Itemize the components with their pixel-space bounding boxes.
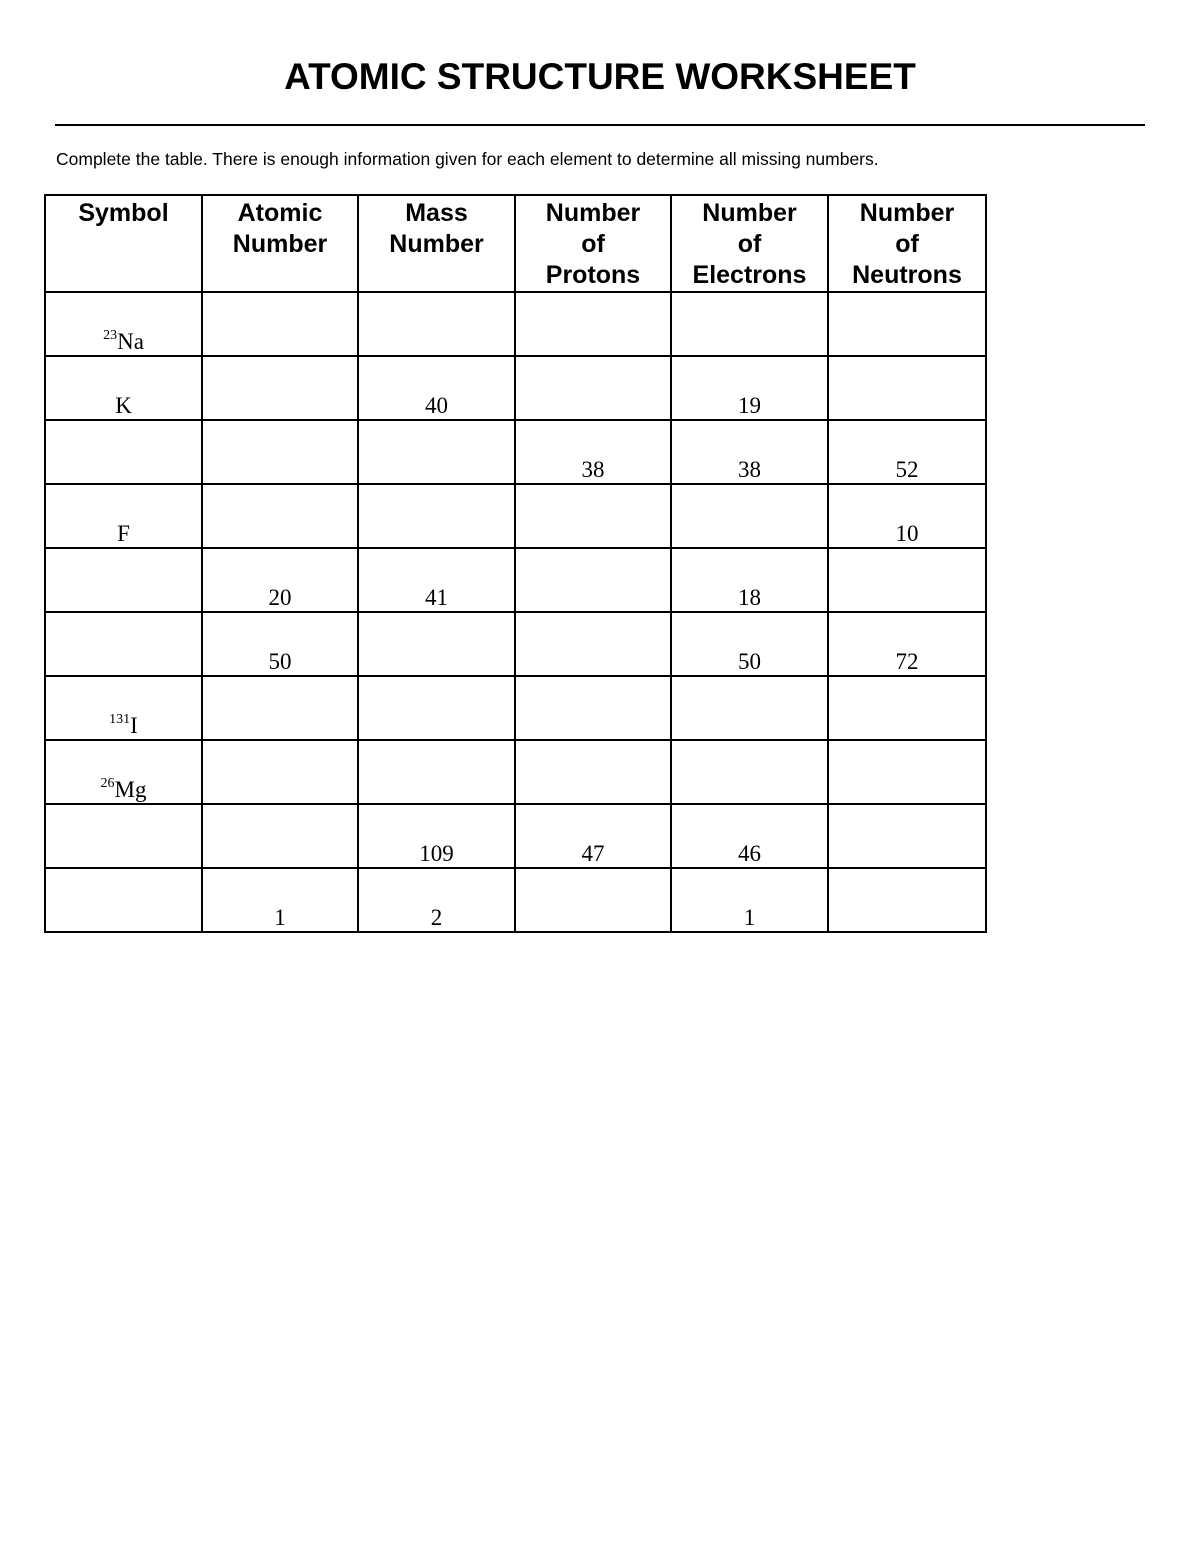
neutrons-cell[interactable] (828, 612, 986, 676)
electrons-cell[interactable] (671, 804, 828, 868)
element-symbol (101, 777, 147, 803)
neutrons-cell[interactable] (828, 804, 986, 868)
table-row (45, 676, 986, 740)
header-line: of (581, 230, 605, 258)
header-line: Atomic (237, 199, 323, 227)
symbol-text: K (115, 393, 132, 418)
atomic-number-cell[interactable] (202, 676, 358, 740)
header-line: Number (232, 230, 328, 258)
cell-value: 50 (738, 649, 761, 674)
protons-cell[interactable] (515, 484, 671, 548)
page-title: ATOMIC STRUCTURE WORKSHEET (284, 56, 916, 97)
table-row (45, 740, 986, 804)
table-row (45, 420, 986, 484)
neutrons-cell[interactable] (828, 676, 986, 740)
header-line: of (895, 230, 919, 258)
electrons-cell[interactable] (671, 420, 828, 484)
neutrons-cell[interactable] (828, 868, 986, 932)
cell-value: 109 (419, 841, 454, 866)
atomic-number-cell[interactable] (202, 740, 358, 804)
protons-cell[interactable] (515, 740, 671, 804)
table-row (45, 548, 986, 612)
electrons-cell[interactable] (671, 356, 828, 420)
neutrons-cell[interactable] (828, 548, 986, 612)
symbol-text: Mg (114, 777, 147, 802)
table-header-row (45, 195, 986, 292)
mass-number-cell[interactable] (358, 612, 515, 676)
mass-number-cell[interactable] (358, 420, 515, 484)
table-row (45, 868, 986, 932)
mass-superscript: 26 (100, 776, 115, 791)
atomic-number-cell[interactable] (202, 484, 358, 548)
header-line: Number (545, 199, 641, 227)
protons-cell[interactable] (515, 612, 671, 676)
protons-cell[interactable] (515, 868, 671, 932)
atomic-number-cell[interactable] (202, 292, 358, 356)
atomic-number-cell[interactable] (202, 356, 358, 420)
neutrons-cell[interactable] (828, 740, 986, 804)
neutrons-cell[interactable] (828, 420, 986, 484)
symbol-cell[interactable] (45, 292, 202, 356)
header-line: Number (389, 230, 484, 258)
header-neutrons (828, 195, 986, 292)
header-atomic-number (202, 195, 358, 292)
symbol-cell[interactable] (45, 676, 202, 740)
symbol-cell[interactable] (45, 548, 202, 612)
header-electrons (671, 195, 828, 292)
table-row (45, 804, 986, 868)
electrons-cell[interactable] (671, 612, 828, 676)
atomic-number-cell[interactable] (202, 612, 358, 676)
mass-number-cell[interactable] (358, 484, 515, 548)
mass-superscript: 23 (103, 328, 118, 343)
mass-number-cell[interactable] (358, 804, 515, 868)
header-line: Protons (545, 261, 641, 289)
symbol-text: I (130, 713, 138, 738)
cell-value: 10 (895, 521, 919, 546)
symbol-cell[interactable] (45, 804, 202, 868)
symbol-cell[interactable] (45, 420, 202, 484)
electrons-cell[interactable] (671, 548, 828, 612)
element-symbol (103, 329, 144, 355)
table-row (45, 612, 986, 676)
protons-cell[interactable] (515, 676, 671, 740)
mass-number-cell[interactable] (358, 868, 515, 932)
electrons-cell[interactable] (671, 676, 828, 740)
mass-number-cell[interactable] (358, 740, 515, 804)
cell-value: 38 (581, 457, 605, 482)
header-symbol (45, 195, 202, 292)
cell-value: 41 (425, 585, 448, 610)
cell-value: 20 (268, 585, 292, 610)
mass-number-cell[interactable] (358, 292, 515, 356)
header-line: of (737, 230, 762, 258)
header-line: Mass (405, 199, 468, 227)
protons-cell[interactable] (515, 356, 671, 420)
protons-cell[interactable] (515, 548, 671, 612)
symbol-cell[interactable] (45, 484, 202, 548)
element-symbol (109, 713, 138, 739)
header-mass-number (358, 195, 515, 292)
mass-superscript: 131 (109, 712, 131, 727)
cell-value: 40 (425, 393, 448, 418)
atomic-number-cell[interactable] (202, 868, 358, 932)
atomic-number-cell[interactable] (202, 804, 358, 868)
instructions-text: Complete the table. There is enough information given for each element to determine all missing numbers. (56, 149, 879, 169)
atomic-number-cell[interactable] (202, 420, 358, 484)
header-line: Electrons (692, 261, 807, 289)
header-line: Neutrons (852, 261, 962, 289)
electrons-cell[interactable] (671, 740, 828, 804)
symbol-cell[interactable] (45, 612, 202, 676)
table-row (45, 484, 986, 548)
header-protons (515, 195, 671, 292)
cell-value: 19 (738, 393, 761, 418)
mass-number-cell[interactable] (358, 676, 515, 740)
title-divider (55, 124, 1145, 126)
symbol-cell[interactable] (45, 740, 202, 804)
table-row (45, 356, 986, 420)
protons-cell[interactable] (515, 292, 671, 356)
table-body (45, 292, 986, 932)
symbol-cell[interactable] (45, 868, 202, 932)
electrons-cell[interactable] (671, 292, 828, 356)
cell-value: 50 (268, 649, 292, 674)
neutrons-cell[interactable] (828, 356, 986, 420)
neutrons-cell[interactable] (828, 484, 986, 548)
header-line: Number (859, 199, 955, 227)
header-line: Symbol (78, 199, 169, 227)
cell-value: 18 (738, 585, 761, 610)
element-symbol (117, 521, 130, 547)
protons-cell[interactable] (515, 804, 671, 868)
header-line: Number (702, 199, 797, 227)
cell-value: 46 (738, 841, 761, 866)
cell-value: 52 (895, 457, 919, 482)
symbol-text: F (117, 521, 130, 546)
electrons-cell[interactable] (671, 868, 828, 932)
cell-value: 1 (743, 905, 756, 930)
atomic-structure-table (44, 194, 987, 933)
mass-number-cell[interactable] (358, 356, 515, 420)
cell-value: 2 (430, 905, 443, 930)
element-symbol (115, 393, 132, 419)
atomic-number-cell[interactable] (202, 548, 358, 612)
neutrons-cell[interactable] (828, 292, 986, 356)
cell-value: 38 (738, 457, 761, 482)
cell-value: 1 (274, 905, 286, 930)
symbol-text: Na (117, 329, 144, 354)
cell-value: 47 (581, 841, 605, 866)
cell-value: 72 (895, 649, 919, 674)
electrons-cell[interactable] (671, 484, 828, 548)
protons-cell[interactable] (515, 420, 671, 484)
table-row (45, 292, 986, 356)
mass-number-cell[interactable] (358, 548, 515, 612)
symbol-cell[interactable] (45, 356, 202, 420)
